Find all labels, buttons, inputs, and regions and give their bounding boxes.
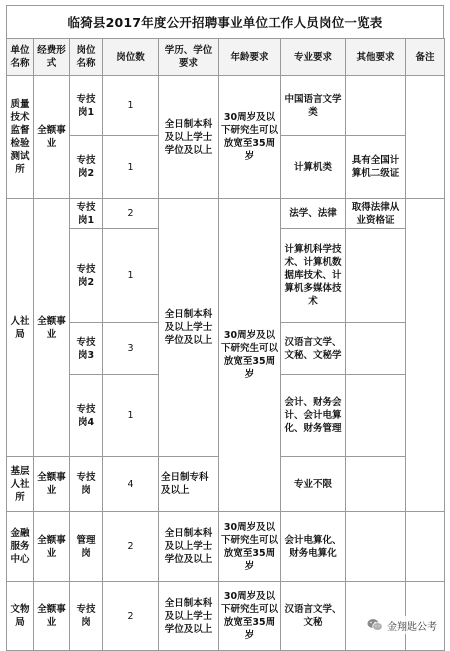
age-cell: 30周岁及以下研究生可以放宽至35周岁 xyxy=(219,76,281,199)
other-cell: 取得法律从业资格证 xyxy=(346,199,406,229)
other-cell xyxy=(346,457,406,512)
funding-cell: 全额事业 xyxy=(34,512,70,582)
post-cell: 专技岗2 xyxy=(70,136,103,199)
education-cell: 全日制本科及以上学士学位及以上 xyxy=(159,76,219,199)
funding-cell: 全额事业 xyxy=(34,582,70,651)
count-cell: 2 xyxy=(103,199,159,229)
unit-cell: 金融服务中心 xyxy=(7,512,34,582)
unit-cell: 基层人社所 xyxy=(7,457,34,512)
post-cell: 管理岗 xyxy=(70,512,103,582)
major-cell: 计算机类 xyxy=(281,136,346,199)
table-title: 临猗县2017年度公开招聘事业单位工作人员岗位一览表 xyxy=(6,5,444,38)
major-cell: 汉语言文学、文秘、文秘学 xyxy=(281,323,346,375)
watermark-text: 金翔匙公考 xyxy=(387,621,437,633)
wechat-icon xyxy=(367,618,383,632)
count-cell: 4 xyxy=(103,457,159,512)
other-cell xyxy=(346,323,406,375)
other-cell xyxy=(346,229,406,323)
funding-cell: 全额事业 xyxy=(34,76,70,199)
post-cell: 专技岗4 xyxy=(70,375,103,457)
education-cell: 全日制本科及以上学士学位及以上 xyxy=(159,582,219,651)
table-row xyxy=(7,199,445,229)
major-cell: 法学、法律 xyxy=(281,199,346,229)
header-note: 备注 xyxy=(406,39,445,76)
major-cell: 会计、财务会计、会计电算化、财务管理 xyxy=(281,375,346,457)
major-cell: 汉语言文学、文秘 xyxy=(281,582,346,651)
education-cell: 全日制本科及以上学士学位及以上 xyxy=(159,512,219,582)
header-count: 岗位数 xyxy=(103,39,159,76)
funding-cell: 全额事业 xyxy=(34,199,70,457)
count-cell: 1 xyxy=(103,229,159,323)
other-cell xyxy=(346,375,406,457)
education-cell: 全日制本科及以上学士学位及以上 xyxy=(159,199,219,457)
count-cell: 2 xyxy=(103,582,159,651)
major-cell: 计算机科学技术、计算机数据库技术、计算机多媒体技术 xyxy=(281,229,346,323)
watermark xyxy=(364,616,440,634)
count-cell: 1 xyxy=(103,375,159,457)
positions-table xyxy=(6,38,445,651)
other-cell: 具有全国计算机二级证 xyxy=(346,136,406,199)
other-cell xyxy=(346,512,406,582)
funding-cell: 全额事业 xyxy=(34,457,70,512)
table-row xyxy=(7,512,445,582)
header-post: 岗位名称 xyxy=(70,39,103,76)
note-cell xyxy=(406,199,445,512)
age-cell: 30周岁及以下研究生可以放宽至35周岁 xyxy=(219,199,281,512)
header-row xyxy=(7,39,445,76)
post-cell: 专技岗3 xyxy=(70,323,103,375)
unit-cell: 质量技术监督检验测试所 xyxy=(7,76,34,199)
count-cell: 1 xyxy=(103,76,159,136)
major-cell: 中国语言文学类 xyxy=(281,76,346,136)
count-cell: 2 xyxy=(103,512,159,582)
unit-cell: 人社局 xyxy=(7,199,34,457)
education-cell: 全日制专科及以上 xyxy=(159,457,219,512)
unit-cell: 文物局 xyxy=(7,582,34,651)
major-cell: 专业不限 xyxy=(281,457,346,512)
post-cell: 专技岗 xyxy=(70,457,103,512)
header-unit: 单位名称 xyxy=(7,39,34,76)
header-other: 其他要求 xyxy=(346,39,406,76)
count-cell: 1 xyxy=(103,136,159,199)
header-age: 年龄要求 xyxy=(219,39,281,76)
note-cell xyxy=(406,76,445,199)
table-row xyxy=(7,76,445,136)
note-cell xyxy=(406,512,445,582)
header-major: 专业要求 xyxy=(281,39,346,76)
header-funding: 经费形式 xyxy=(34,39,70,76)
post-cell: 专技岗1 xyxy=(70,199,103,229)
post-cell: 专技岗 xyxy=(70,582,103,651)
major-cell: 会计电算化、财务电算化 xyxy=(281,512,346,582)
post-cell: 专技岗1 xyxy=(70,76,103,136)
header-education: 学历、学位要求 xyxy=(159,39,219,76)
other-cell xyxy=(346,76,406,136)
document-page xyxy=(6,5,444,641)
count-cell: 3 xyxy=(103,323,159,375)
post-cell: 专技岗2 xyxy=(70,229,103,323)
age-cell: 30周岁及以下研究生可以放宽至35周岁 xyxy=(219,512,281,582)
age-cell: 30周岁及以下研究生可以放宽至35周岁 xyxy=(219,582,281,651)
